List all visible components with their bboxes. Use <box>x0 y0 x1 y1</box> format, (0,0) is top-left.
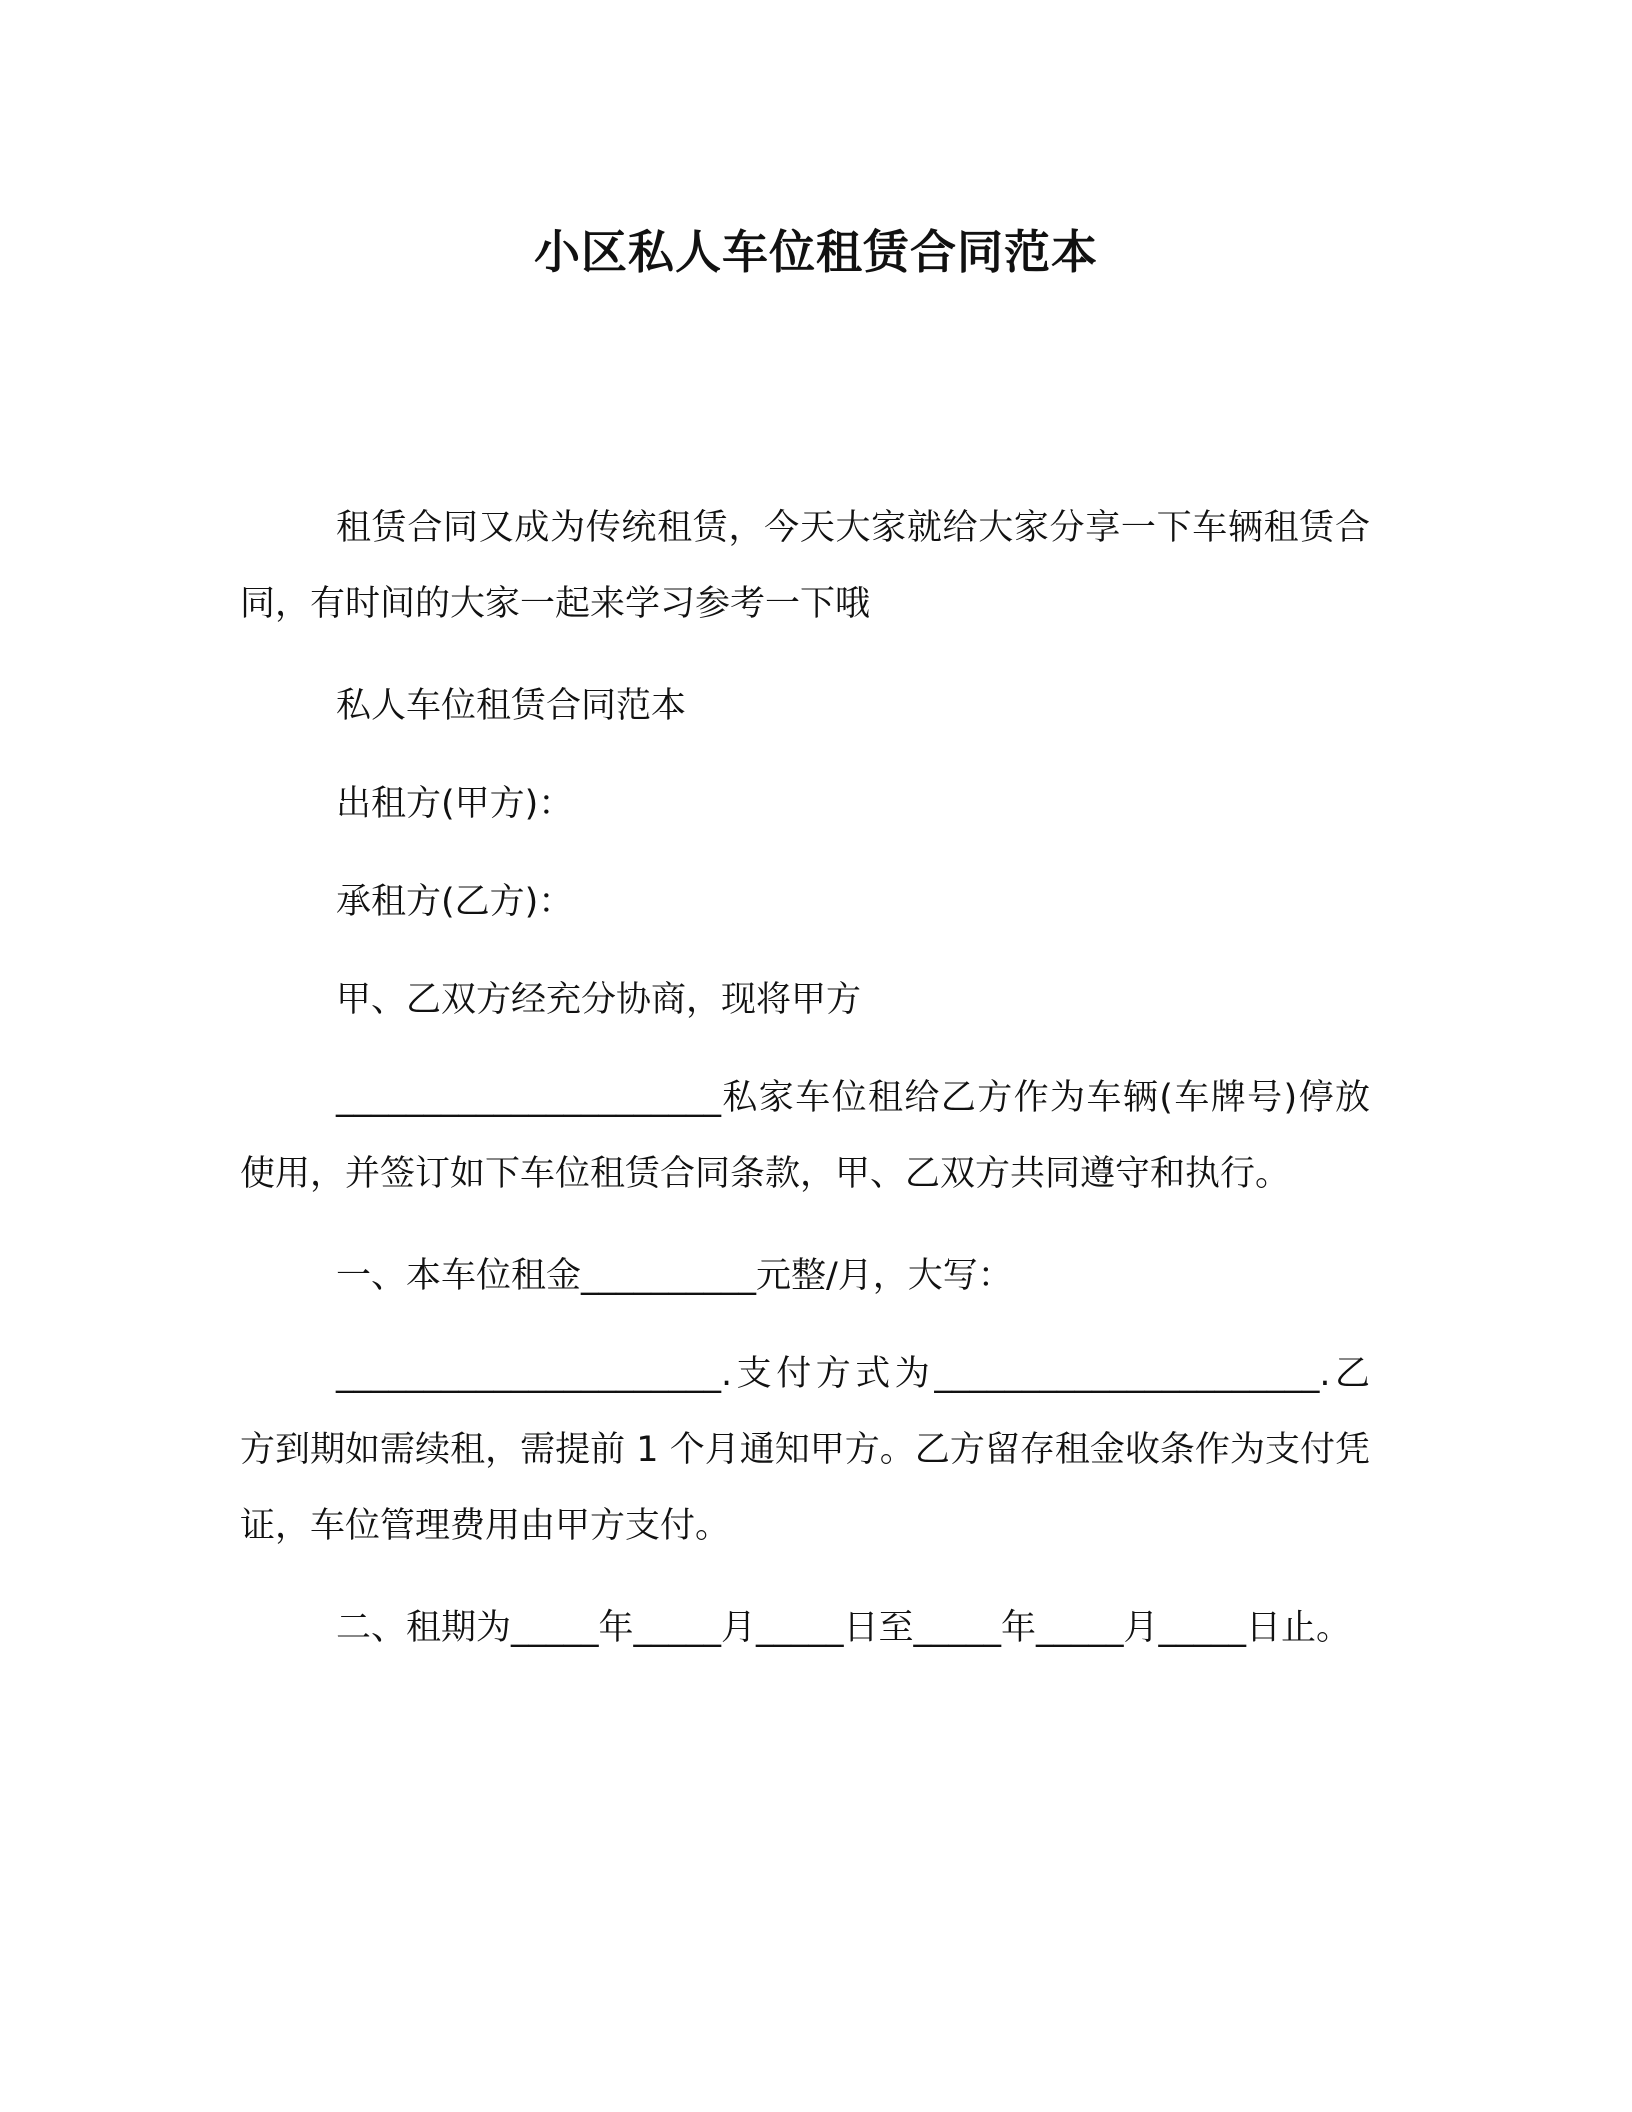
contract-heading: 私人车位租赁合同范本 <box>336 686 687 726</box>
document-title: 小区私人车位租赁合同范本 <box>534 225 1098 279</box>
document-body <box>240 490 1370 1692</box>
lessor-line: 出租方(甲方)： <box>336 784 574 824</box>
agreement-line: 甲、乙双方经充分协商，现将甲方 <box>336 980 862 1020</box>
lessee-line: 承租方(乙方)： <box>336 882 574 922</box>
term-clause: 二、租期为_____年_____月_____日至_____年_____月_____日止。 <box>336 1608 1352 1648</box>
parking-space-paragraph: ______________________私家车位租给乙方作为车辆(车牌号)停放使用，并签订如下车位租赁合同条款，甲、乙双方共同遵守和执行。 <box>240 1078 1370 1194</box>
rent-clause: 一、本车位租金__________元整/月，大写： <box>336 1256 1013 1296</box>
intro-paragraph: 租赁合同又成为传统租赁，今天大家就给大家分享一下车辆租赁合同，有时间的大家一起来学习参考一下哦 <box>240 508 1370 624</box>
payment-paragraph: ______________________.支付方式为______________________.乙方到期如需续租，需提前 1 个月通知甲方。乙方留存租金收条作为支付凭证，车位管理费用由甲方支付。 <box>240 1354 1370 1546</box>
